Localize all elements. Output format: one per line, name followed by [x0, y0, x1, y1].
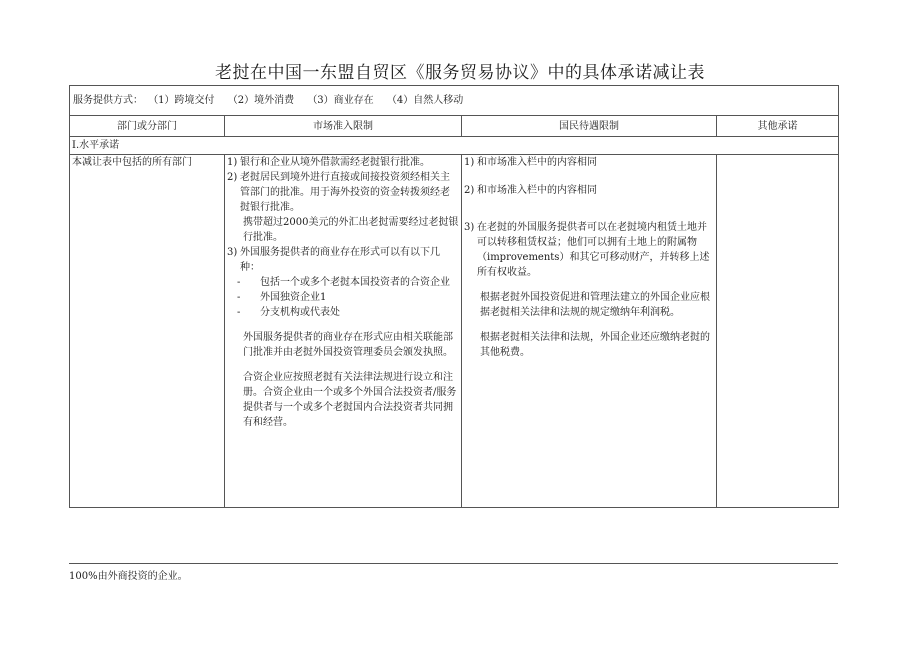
horizontal-commitments-row: [70, 137, 839, 155]
market-item-2b: 携带超过2000美元的外汇出老挝需要经过老挝银行批准。: [243, 217, 459, 243]
mode-1: （1）跨境交付: [148, 95, 215, 106]
market-access-cell: [225, 155, 462, 508]
dash-item-2: 外国独资企业1: [260, 292, 327, 303]
supply-modes-cell: [70, 86, 839, 116]
item-number: 3): [227, 247, 238, 258]
list-item: [464, 155, 714, 170]
sector-cell: 本减让表中包括的所有部门: [70, 155, 225, 508]
list-item: [227, 155, 459, 170]
supply-modes-row: [70, 86, 839, 116]
commitment-table: [69, 85, 839, 508]
market-item-1: 银行和企业从境外借款需经老挝银行批准。: [240, 157, 430, 168]
mode-4: （4）自然人移动: [386, 95, 464, 106]
list-item: [227, 245, 459, 275]
national-item-3: 在老挝的外国服务提供者可以在老挝境内租赁土地并可以转移租赁权益；他们可以拥有土地上的附属物（improvements）和其它可移动财产，并转移上述所有权收益。: [477, 222, 710, 278]
item-number: 1): [464, 157, 475, 168]
page-title: 老挝在中国一东盟自贸区《服务贸易协议》中的具体承诺减让表: [215, 63, 705, 83]
mode-3: （3）商业存在: [307, 95, 374, 106]
other-commitments-cell: [717, 155, 839, 508]
item-number: 1): [227, 157, 238, 168]
header-national-treatment: 国民待遇限制: [462, 116, 717, 137]
header-market-access: 市场准入限制: [225, 116, 462, 137]
market-item-3: 外国服务提供者的商业存在形式可以有以下几种：: [240, 247, 440, 273]
national-item-1: 和市场准入栏中的内容相同: [477, 157, 597, 168]
header-other-commitments: 其他承诺: [717, 116, 839, 137]
list-item: [464, 220, 714, 280]
list-item: - 包括一个或多个老挝本国投资者的合资企业: [237, 277, 450, 288]
national-paragraph-1: 根据老挝外国投资促进和管理法建立的外国企业应根据老挝相关法律和法规的规定缴纳年利润税。: [480, 292, 710, 318]
market-item-2: 老挝居民到境外进行直接或间接投资须经相关主管部门的批准。用于海外投资的资金转拨须经老挝银行批准。: [240, 172, 450, 213]
footnote-divider: [69, 563, 838, 564]
footnote: 100%由外商投资的企业。: [69, 571, 188, 582]
dash-item-3: 分支机构或代表处: [260, 307, 340, 318]
national-item-2: 和市场准入栏中的内容相同: [477, 185, 597, 196]
header-sector: 部门或分部门: [70, 116, 225, 137]
item-number: 2): [464, 185, 475, 196]
supply-modes-label: 服务提供方式：: [73, 95, 143, 106]
horizontal-commitments-label: I.水平承诺: [70, 137, 839, 155]
market-paragraph-1: 外国服务提供者的商业存在形式应由相关联能部门批准并由老挝外国投资管理委员会颁发执照。: [243, 332, 453, 358]
national-paragraph-2: 根据老挝相关法律和法规，外国企业还应缴纳老挝的其他税费。: [480, 332, 710, 358]
national-treatment-cell: [462, 155, 717, 508]
table-row: [70, 155, 839, 508]
dash-item-1: 包括一个或多个老挝本国投资者的合资企业: [260, 277, 450, 288]
list-item: [227, 170, 459, 215]
header-row: [70, 116, 839, 137]
item-number: 2): [227, 172, 238, 183]
list-item: [464, 183, 714, 198]
list-item: - 分支机构或代表处: [237, 307, 340, 318]
list-item: - 外国独资企业1: [237, 292, 327, 303]
mode-2: （2）境外消费: [227, 95, 295, 106]
market-paragraph-2: 合资企业应按照老挝有关法律法规进行设立和注册。合资企业由一个或多个外国合法投资者/服务提供者与一个或多个老挝国内合法投资者共同拥有和经营。: [243, 372, 457, 428]
item-number: 3): [464, 222, 475, 233]
